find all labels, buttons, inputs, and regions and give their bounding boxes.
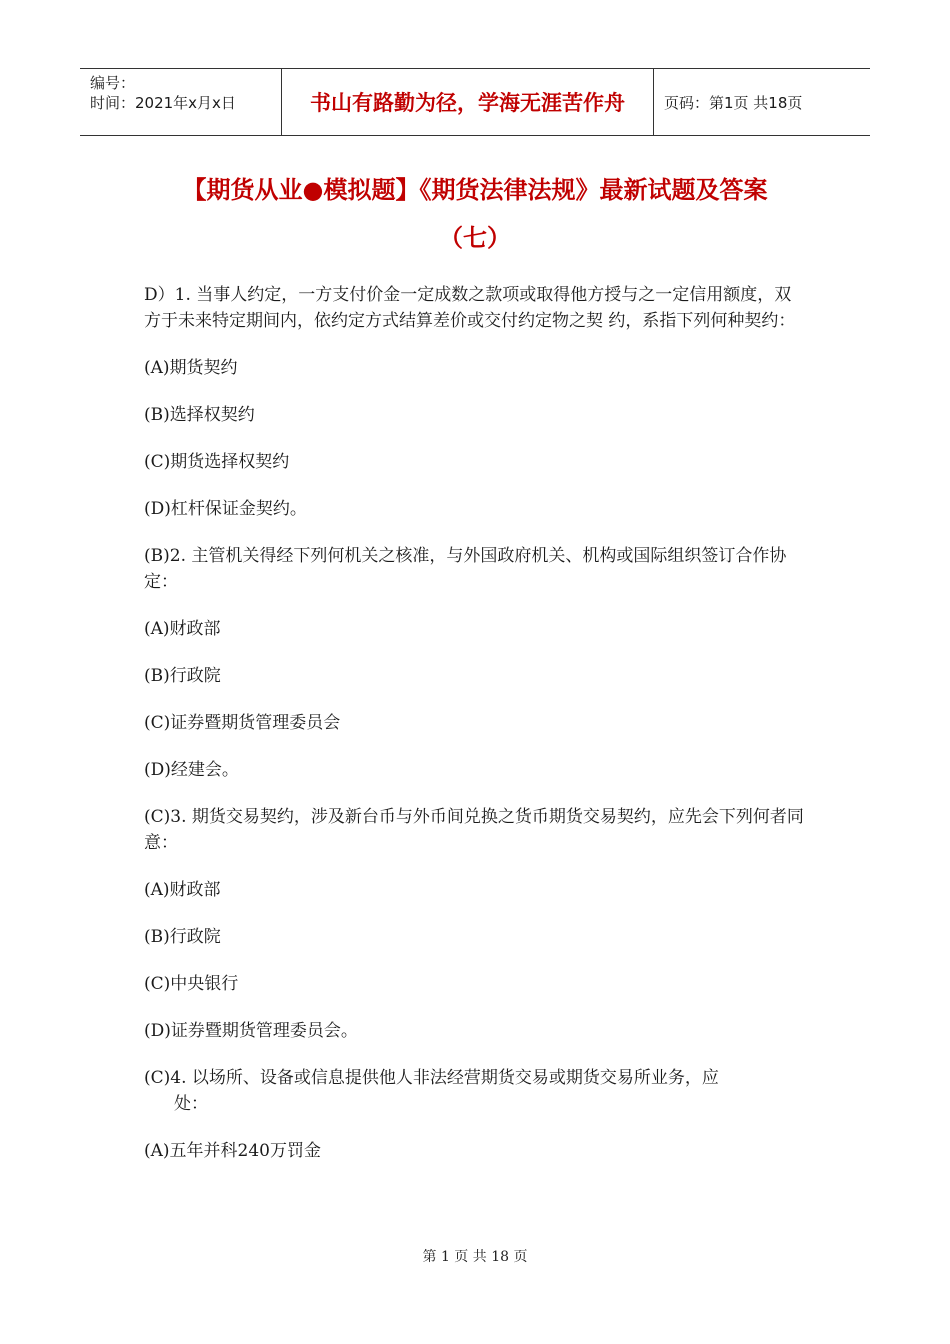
option-1c: (C)期货选择权契约 <box>144 452 290 472</box>
option-2c: (C)证券暨期货管理委员会 <box>144 713 341 733</box>
question-stem-4-line1: (C)4. 以场所、设备或信息提供他人非法经营期货交易或期货交易所业务，应 <box>144 1068 719 1088</box>
option-2d: (D)经建会。 <box>144 760 239 780</box>
header-meta <box>80 69 281 135</box>
question-stem-4 <box>144 1065 804 1117</box>
option-1b: (B)选择权契约 <box>144 405 255 425</box>
question-stem-4-line2: 处： <box>174 1094 208 1114</box>
header-date: 时间：2021年x月x日 <box>90 94 236 112</box>
question-list <box>144 282 804 1185</box>
header-motto: 书山有路勤为径，学海无涯苦作舟 <box>281 69 654 135</box>
option-3d: (D)证券暨期货管理委员会。 <box>144 1021 358 1041</box>
question-stem-2: (B)2. 主管机关得经下列何机关之核准，与外国政府机关、机构或国际组织签订合作协定： <box>144 546 787 592</box>
option-2a: (A)财政部 <box>144 619 221 639</box>
option-2b: (B)行政院 <box>144 666 221 686</box>
header-number-label: 编号： <box>90 74 136 92</box>
option-4a: (A)五年并科240万罚金 <box>144 1141 321 1161</box>
document-header <box>80 68 870 136</box>
option-3b: (B)行政院 <box>144 927 221 947</box>
header-page-info: 页码：第1页 共18页 <box>664 93 803 112</box>
option-1d: (D)杠杆保证金契约。 <box>144 499 307 519</box>
document-subtitle: （七） <box>439 224 511 252</box>
option-1a: (A)期货契约 <box>144 358 238 378</box>
option-3a: (A)财政部 <box>144 880 221 900</box>
option-3c: (C)中央银行 <box>144 974 239 994</box>
question-stem-3: (C)3. 期货交易契约，涉及新台币与外币间兑换之货币期货交易契约，应先会下列何者同意： <box>144 807 804 853</box>
page-footer: 第 1 页 共 18 页 <box>422 1249 528 1265</box>
question-stem-1: D）1. 当事人约定，一方支付价金一定成数之款项或取得他方授与之一定信用额度，双方于未来特定期间内，依约定方式结算差价或交付约定物之契 约，系指下列何种契约： <box>144 285 796 331</box>
document-title: 【期货从业●模拟题】《期货法律法规》最新试题及答案 <box>182 176 768 204</box>
